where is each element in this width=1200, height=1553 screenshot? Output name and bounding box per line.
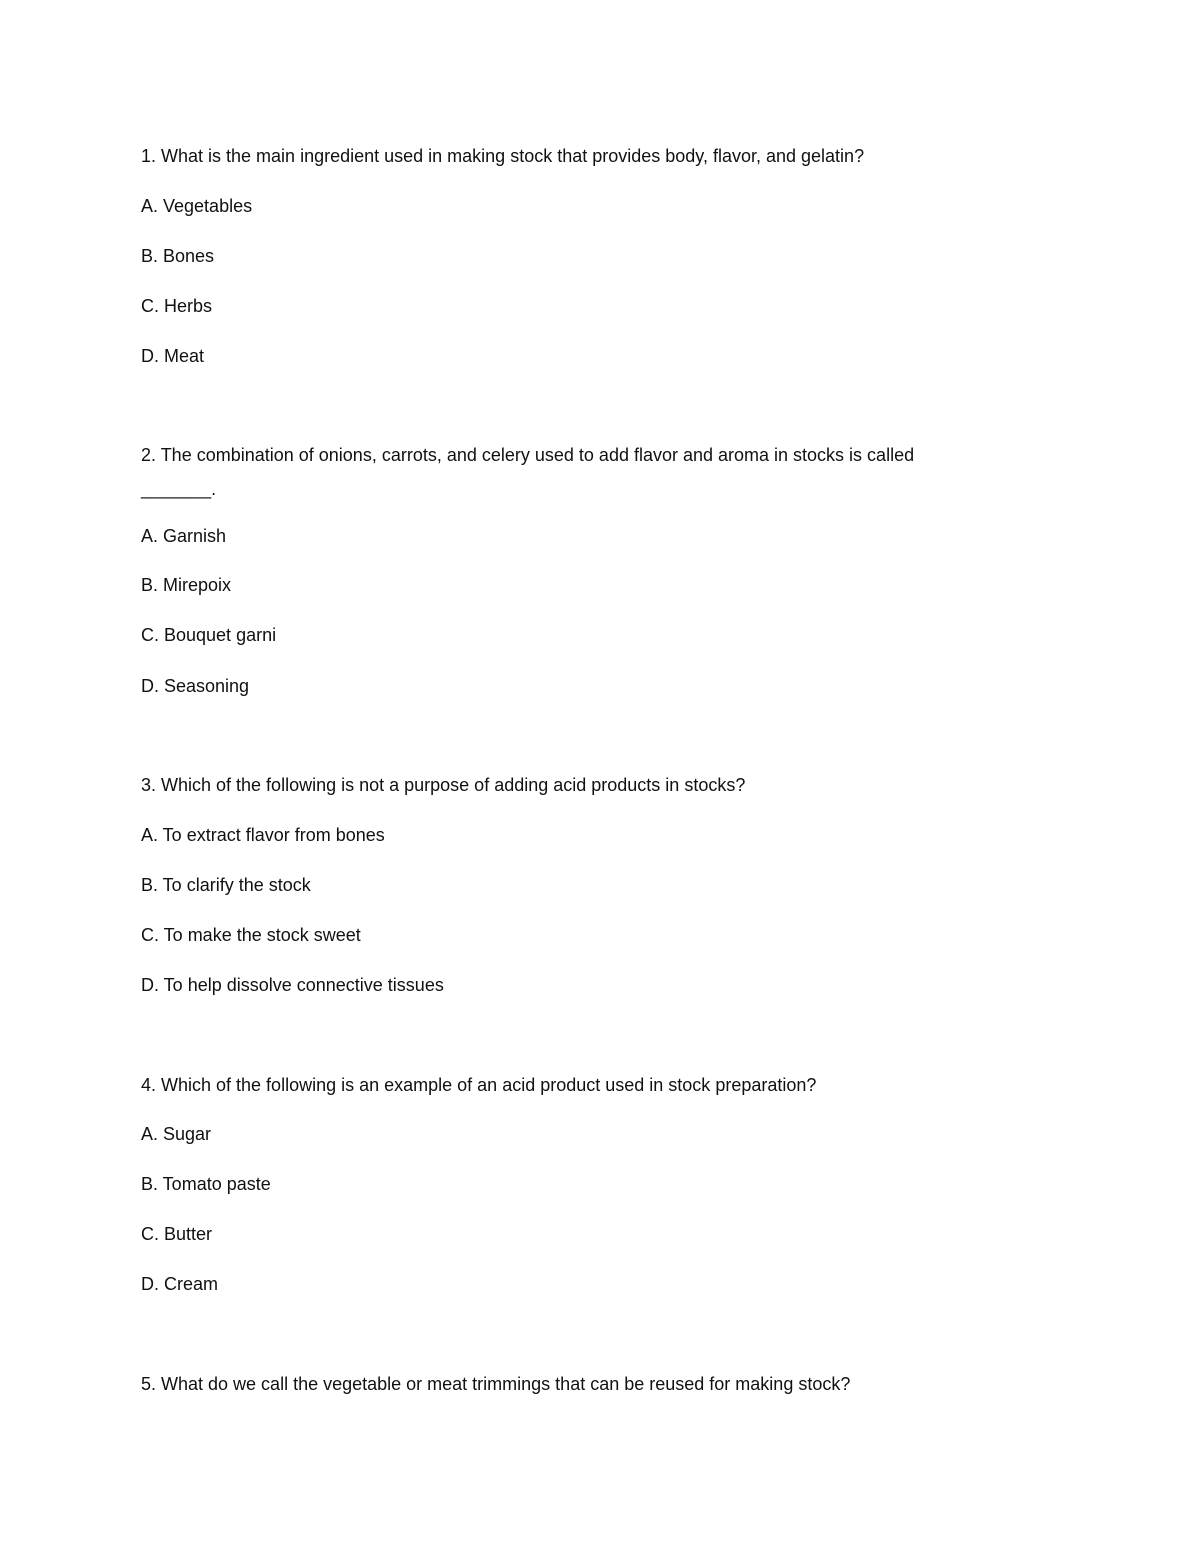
question-2-option-d: D. Seasoning [141,676,250,696]
question-2: 2. The combination of onions, carrots, and celery used to add flavor and aroma in stocks is called [141,445,915,465]
question-1-option-a: A. Vegetables [141,196,253,216]
question-2-option-b: B. Mirepoix [141,575,232,595]
question-5: 5. What do we call the vegetable or meat trimmings that can be reused for making stock? [141,1374,851,1394]
question-1-option-d: D. Meat [141,346,205,366]
question-2-option-c: C. Bouquet garni [141,625,277,645]
question-3: 3. Which of the following is not a purpose of adding acid products in stocks? [141,775,746,795]
question-3-option-a: A. To extract flavor from bones [141,825,385,845]
question-1-option-c: C. Herbs [141,296,213,316]
question-2-option-a: A. Garnish [141,526,227,546]
question-4-option-b: B. Tomato paste [141,1174,271,1194]
question-2-blank: _______. [141,479,217,499]
question-3-option-c: C. To make the stock sweet [141,925,361,945]
question-3-option-d: D. To help dissolve connective tissues [141,975,444,995]
question-4-option-d: D. Cream [141,1274,219,1294]
question-4-option-c: C. Butter [141,1224,213,1244]
question-4: 4. Which of the following is an example of an acid product used in stock preparation? [141,1075,817,1095]
question-3-option-b: B. To clarify the stock [141,875,311,895]
question-1: 1. What is the main ingredient used in making stock that provides body, flavor, and gelatin? [141,146,865,166]
question-1-option-b: B. Bones [141,246,215,266]
question-4-option-a: A. Sugar [141,1124,212,1144]
